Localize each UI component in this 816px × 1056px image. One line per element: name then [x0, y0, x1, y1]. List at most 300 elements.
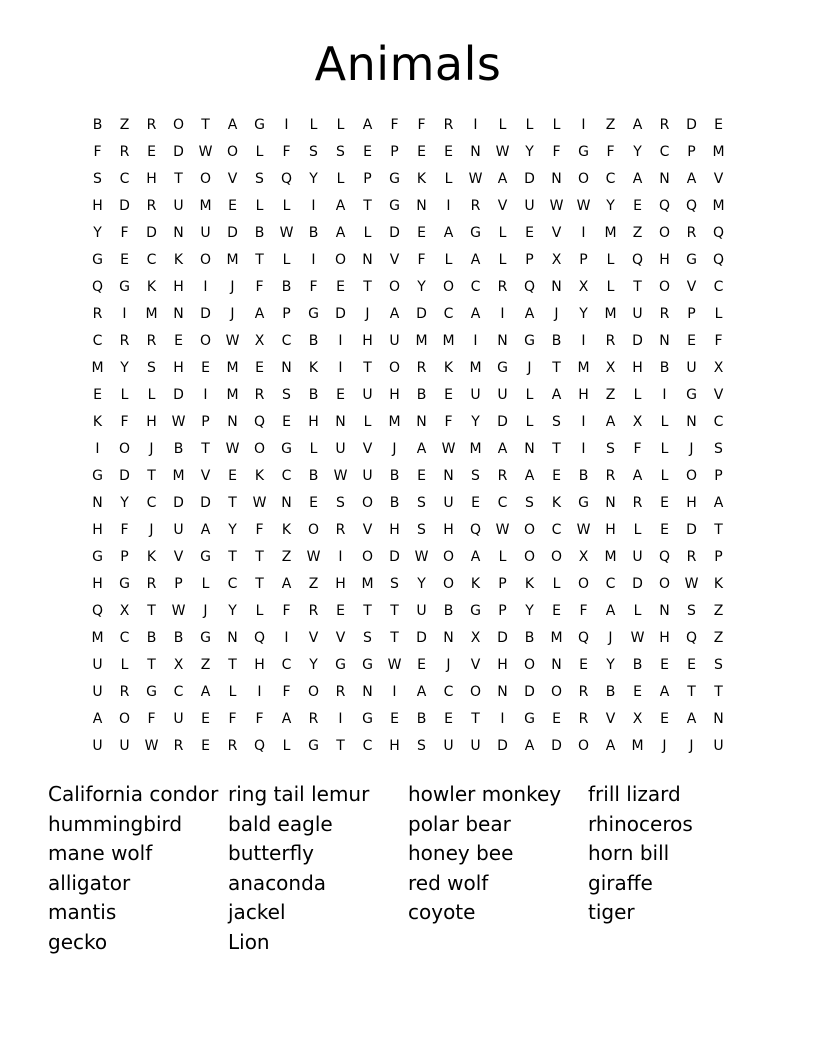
grid-letter: A: [389, 306, 400, 322]
grid-letter: M: [577, 360, 590, 376]
grid-letter: Y: [579, 306, 588, 322]
grid-letter: V: [362, 441, 373, 457]
grid-letter: Q: [523, 279, 536, 295]
grid-letter: S: [687, 603, 696, 619]
grid-letter: P: [525, 252, 534, 268]
grid-letter: K: [146, 279, 157, 295]
grid-letter: P: [498, 603, 507, 619]
grid-letter: K: [254, 468, 265, 484]
word-list-item: jackel: [228, 900, 286, 925]
grid-letter: O: [577, 576, 590, 592]
grid-letter: G: [308, 738, 319, 754]
grid-letter: L: [147, 387, 156, 403]
grid-letter: W: [549, 198, 564, 214]
grid-letter: A: [632, 468, 643, 484]
grid-letter: R: [119, 144, 130, 160]
grid-letter: C: [119, 630, 130, 646]
grid-letter: M: [712, 144, 725, 160]
grid-letter: O: [361, 495, 374, 511]
grid-letter: F: [309, 279, 318, 295]
grid-letter: T: [174, 171, 183, 187]
grid-letter: F: [255, 522, 264, 538]
grid-letter: Q: [685, 630, 698, 646]
grid-letter: V: [497, 198, 508, 214]
grid-letter: F: [120, 522, 129, 538]
grid-letter: O: [442, 549, 455, 565]
grid-letter: Q: [631, 252, 644, 268]
grid-letter: L: [660, 414, 669, 430]
grid-letter: W: [333, 468, 348, 484]
word-list-item: mantis: [48, 900, 117, 925]
grid-letter: M: [172, 468, 185, 484]
grid-letter: N: [551, 279, 562, 295]
grid-letter: I: [284, 630, 289, 646]
grid-letter: U: [470, 738, 481, 754]
grid-letter: W: [144, 738, 159, 754]
grid-letter: E: [552, 711, 561, 727]
grid-letter: V: [605, 711, 616, 727]
grid-letter: G: [335, 657, 346, 673]
grid-letter: G: [146, 684, 157, 700]
grid-letter: T: [255, 576, 264, 592]
grid-letter: C: [713, 414, 724, 430]
grid-letter: F: [633, 441, 642, 457]
grid-letter: A: [416, 441, 427, 457]
grid-letter: T: [714, 522, 723, 538]
grid-letter: A: [281, 711, 292, 727]
grid-letter: G: [389, 171, 400, 187]
grid-letter: M: [604, 306, 617, 322]
grid-letter: G: [578, 144, 589, 160]
grid-letter: O: [199, 252, 212, 268]
grid-letter: N: [281, 495, 292, 511]
grid-letter: Q: [91, 279, 104, 295]
grid-letter: Y: [228, 603, 237, 619]
grid-letter: M: [550, 630, 563, 646]
grid-letter: K: [281, 522, 292, 538]
grid-letter: Q: [577, 630, 590, 646]
grid-letter: L: [363, 225, 372, 241]
grid-row: [84, 382, 732, 409]
grid-letter: G: [686, 252, 697, 268]
grid-letter: M: [145, 306, 158, 322]
grid-letter: W: [468, 171, 483, 187]
grid-letter: Q: [712, 252, 725, 268]
grid-row: [84, 166, 732, 193]
grid-letter: G: [281, 441, 292, 457]
grid-letter: U: [713, 738, 724, 754]
grid-letter: T: [552, 441, 561, 457]
grid-letter: P: [714, 468, 723, 484]
grid-letter: J: [608, 630, 613, 646]
grid-letter: C: [92, 333, 103, 349]
grid-letter: J: [662, 738, 667, 754]
grid-letter: N: [551, 657, 562, 673]
grid-letter: W: [225, 333, 240, 349]
grid-letter: R: [335, 522, 346, 538]
grid-letter: E: [552, 603, 561, 619]
grid-letter: R: [578, 711, 589, 727]
grid-letter: A: [524, 738, 535, 754]
grid-letter: A: [200, 684, 211, 700]
grid-letter: H: [362, 333, 373, 349]
grid-letter: A: [92, 711, 103, 727]
grid-row: [84, 706, 732, 733]
grid-letter: A: [632, 171, 643, 187]
grid-letter: E: [201, 738, 210, 754]
grid-letter: C: [281, 333, 292, 349]
grid-letter: X: [173, 657, 184, 673]
grid-letter: M: [604, 549, 617, 565]
grid-letter: T: [228, 549, 237, 565]
grid-letter: G: [119, 279, 130, 295]
grid-letter: Z: [281, 549, 292, 565]
grid-letter: V: [551, 225, 562, 241]
grid-letter: U: [443, 495, 454, 511]
grid-letter: C: [281, 657, 292, 673]
grid-letter: E: [93, 387, 102, 403]
grid-letter: J: [689, 738, 694, 754]
grid-letter: O: [226, 144, 239, 160]
grid-letter: U: [92, 657, 103, 673]
grid-letter: G: [119, 576, 130, 592]
grid-letter: Z: [605, 117, 616, 133]
grid-letter: T: [147, 603, 156, 619]
grid-letter: L: [633, 522, 642, 538]
grid-letter: A: [281, 576, 292, 592]
grid-letter: F: [444, 414, 453, 430]
grid-letter: O: [199, 333, 212, 349]
grid-letter: N: [605, 495, 616, 511]
grid-letter: L: [309, 441, 318, 457]
grid-row: [84, 517, 732, 544]
grid-letter: T: [687, 684, 696, 700]
grid-letter: K: [470, 576, 481, 592]
grid-letter: L: [498, 225, 507, 241]
grid-letter: E: [525, 225, 534, 241]
grid-letter: Y: [633, 144, 642, 160]
grid-letter: N: [686, 414, 697, 430]
grid-letter: M: [442, 333, 455, 349]
grid-row: [84, 544, 732, 571]
grid-letter: Y: [606, 657, 615, 673]
grid-row: [84, 625, 732, 652]
grid-letter: Y: [417, 279, 426, 295]
grid-letter: E: [309, 495, 318, 511]
grid-letter: D: [173, 144, 184, 160]
grid-letter: W: [387, 657, 402, 673]
grid-letter: O: [388, 279, 401, 295]
grid-letter: L: [633, 387, 642, 403]
grid-letter: A: [443, 225, 454, 241]
grid-letter: A: [335, 198, 346, 214]
grid-letter: B: [308, 333, 319, 349]
grid-letter: E: [174, 333, 183, 349]
grid-letter: S: [336, 144, 345, 160]
grid-letter: R: [308, 711, 319, 727]
grid-letter: Z: [713, 603, 724, 619]
grid-letter: L: [714, 306, 723, 322]
grid-letter: Y: [228, 522, 237, 538]
grid-letter: W: [576, 522, 591, 538]
word-list-item: bald eagle: [228, 811, 333, 836]
grid-letter: D: [497, 630, 508, 646]
grid-letter: P: [282, 306, 291, 322]
grid-letter: U: [632, 549, 643, 565]
grid-letter: O: [442, 279, 455, 295]
grid-letter: J: [689, 441, 694, 457]
letter-grid: [84, 112, 732, 760]
grid-letter: W: [495, 144, 510, 160]
grid-letter: W: [225, 441, 240, 457]
grid-letter: R: [254, 387, 265, 403]
grid-letter: F: [228, 711, 237, 727]
grid-letter: U: [173, 711, 184, 727]
grid-letter: I: [500, 306, 505, 322]
grid-letter: F: [255, 711, 264, 727]
grid-letter: I: [581, 333, 586, 349]
grid-letter: L: [444, 252, 453, 268]
grid-letter: H: [146, 414, 157, 430]
grid-letter: D: [551, 738, 562, 754]
grid-letter: J: [446, 657, 451, 673]
grid-letter: N: [497, 684, 508, 700]
grid-letter: X: [254, 333, 265, 349]
grid-letter: O: [307, 684, 320, 700]
grid-letter: O: [334, 252, 347, 268]
grid-letter: N: [659, 333, 670, 349]
grid-letter: O: [469, 684, 482, 700]
grid-letter: B: [281, 279, 292, 295]
grid-letter: X: [551, 252, 562, 268]
grid-letter: R: [227, 738, 238, 754]
grid-letter: U: [92, 738, 103, 754]
grid-letter: E: [363, 144, 372, 160]
grid-letter: R: [92, 306, 103, 322]
grid-letter: D: [524, 684, 535, 700]
grid-letter: I: [284, 117, 289, 133]
grid-letter: N: [551, 171, 562, 187]
grid-letter: U: [173, 198, 184, 214]
grid-letter: N: [416, 198, 427, 214]
grid-letter: W: [306, 549, 321, 565]
grid-letter: N: [659, 171, 670, 187]
grid-letter: B: [173, 630, 184, 646]
grid-letter: W: [630, 630, 645, 646]
grid-letter: Z: [119, 117, 130, 133]
grid-letter: E: [282, 414, 291, 430]
grid-letter: R: [146, 198, 157, 214]
word-list-item: California condor: [48, 782, 219, 806]
grid-letter: L: [282, 738, 291, 754]
grid-letter: R: [578, 684, 589, 700]
grid-letter: W: [684, 576, 699, 592]
grid-letter: T: [336, 738, 345, 754]
grid-letter: H: [578, 387, 589, 403]
grid-letter: O: [577, 171, 590, 187]
grid-letter: H: [389, 387, 400, 403]
grid-letter: W: [441, 441, 456, 457]
grid-letter: C: [362, 738, 373, 754]
grid-letter: U: [173, 522, 184, 538]
grid-letter: F: [390, 117, 399, 133]
grid-letter: E: [390, 711, 399, 727]
grid-letter: Z: [200, 657, 211, 673]
word-list-item: mane wolf: [48, 841, 153, 866]
grid-letter: I: [338, 360, 343, 376]
grid-letter: S: [606, 441, 615, 457]
grid-letter: F: [282, 144, 291, 160]
grid-letter: I: [581, 117, 586, 133]
grid-letter: U: [632, 306, 643, 322]
grid-letter: E: [444, 711, 453, 727]
grid-letter: F: [93, 144, 102, 160]
grid-letter: H: [443, 522, 454, 538]
grid-letter: B: [146, 630, 157, 646]
grid-letter: K: [308, 360, 319, 376]
grid-letter: F: [282, 603, 291, 619]
grid-letter: U: [335, 441, 346, 457]
grid-row: [84, 571, 732, 598]
grid-letter: N: [524, 441, 535, 457]
grid-letter: R: [308, 603, 319, 619]
grid-letter: D: [524, 171, 535, 187]
grid-letter: D: [389, 225, 400, 241]
grid-letter: B: [308, 225, 319, 241]
grid-letter: K: [443, 360, 454, 376]
grid-letter: S: [255, 171, 264, 187]
grid-letter: U: [362, 468, 373, 484]
grid-letter: E: [417, 225, 426, 241]
grid-letter: H: [686, 495, 697, 511]
grid-letter: G: [362, 657, 373, 673]
grid-letter: P: [687, 306, 696, 322]
grid-letter: G: [254, 117, 265, 133]
grid-letter: N: [470, 144, 481, 160]
grid-letter: H: [308, 414, 319, 430]
grid-letter: O: [307, 522, 320, 538]
grid-letter: A: [686, 171, 697, 187]
word-list-item: ring tail lemur: [228, 782, 370, 806]
grid-letter: V: [200, 468, 211, 484]
grid-letter: U: [92, 684, 103, 700]
grid-letter: Y: [417, 576, 426, 592]
grid-letter: B: [308, 468, 319, 484]
grid-letter: M: [199, 198, 212, 214]
grid-letter: S: [309, 144, 318, 160]
grid-letter: I: [95, 441, 100, 457]
grid-letter: S: [390, 576, 399, 592]
grid-letter: L: [606, 279, 615, 295]
grid-letter: A: [605, 738, 616, 754]
grid-letter: V: [713, 387, 724, 403]
grid-letter: N: [362, 252, 373, 268]
grid-letter: G: [92, 549, 103, 565]
grid-letter: O: [550, 549, 563, 565]
grid-letter: G: [497, 360, 508, 376]
grid-letter: X: [578, 279, 589, 295]
word-list-item: hummingbird: [48, 811, 183, 836]
grid-letter: H: [146, 171, 157, 187]
word-list-item: red wolf: [408, 870, 489, 895]
grid-letter: I: [311, 252, 316, 268]
grid-letter: J: [527, 360, 532, 376]
grid-letter: W: [252, 495, 267, 511]
grid-row: [84, 733, 732, 760]
grid-letter: L: [633, 603, 642, 619]
grid-letter: L: [255, 603, 264, 619]
grid-letter: R: [659, 117, 670, 133]
grid-letter: D: [227, 225, 238, 241]
grid-letter: S: [336, 495, 345, 511]
grid-letter: L: [660, 441, 669, 457]
grid-letter: A: [227, 117, 238, 133]
grid-letter: H: [605, 522, 616, 538]
grid-row: [84, 652, 732, 679]
grid-letter: N: [92, 495, 103, 511]
grid-letter: T: [633, 279, 642, 295]
grid-letter: L: [498, 252, 507, 268]
grid-letter: T: [201, 117, 210, 133]
grid-letter: E: [687, 657, 696, 673]
grid-letter: O: [199, 171, 212, 187]
grid-letter: E: [228, 468, 237, 484]
grid-letter: M: [91, 360, 104, 376]
grid-letter: O: [577, 738, 590, 754]
grid-letter: K: [416, 171, 427, 187]
grid-letter: E: [336, 279, 345, 295]
grid-letter: W: [279, 225, 294, 241]
grid-letter: N: [497, 333, 508, 349]
grid-letter: L: [282, 252, 291, 268]
grid-letter: B: [416, 711, 427, 727]
grid-letter: R: [497, 279, 508, 295]
word-list: [48, 780, 768, 958]
grid-letter: P: [363, 171, 372, 187]
grid-letter: D: [497, 414, 508, 430]
grid-letter: U: [389, 333, 400, 349]
grid-letter: Z: [605, 387, 616, 403]
grid-letter: I: [392, 684, 397, 700]
grid-letter: A: [713, 495, 724, 511]
grid-letter: A: [524, 306, 535, 322]
grid-letter: T: [714, 684, 723, 700]
word-list-item: honey bee: [408, 841, 514, 866]
grid-letter: R: [632, 495, 643, 511]
word-list-item: alligator: [48, 870, 131, 895]
grid-letter: G: [200, 549, 211, 565]
grid-letter: S: [552, 414, 561, 430]
grid-letter: H: [497, 657, 508, 673]
grid-letter: Y: [309, 657, 318, 673]
grid-letter: O: [253, 441, 266, 457]
grid-letter: P: [579, 252, 588, 268]
grid-letter: E: [444, 387, 453, 403]
grid-letter: A: [686, 711, 697, 727]
grid-letter: U: [524, 198, 535, 214]
grid-letter: C: [281, 468, 292, 484]
grid-letter: I: [581, 225, 586, 241]
grid-letter: A: [335, 225, 346, 241]
grid-letter: R: [497, 468, 508, 484]
grid-letter: L: [552, 117, 561, 133]
grid-letter: D: [200, 306, 211, 322]
grid-letter: N: [659, 603, 670, 619]
grid-letter: N: [281, 360, 292, 376]
grid-row: [84, 247, 732, 274]
grid-row: [84, 598, 732, 625]
grid-letter: N: [713, 711, 724, 727]
